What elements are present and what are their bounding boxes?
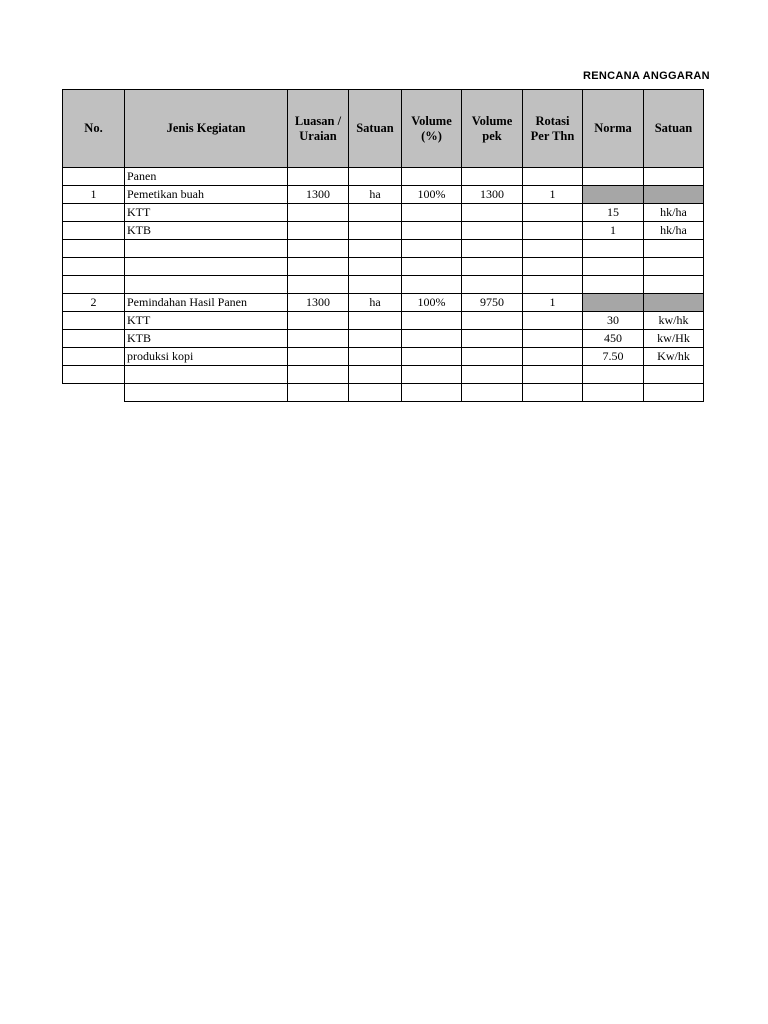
cell-norma[interactable]: 450 xyxy=(583,330,644,348)
cell-jenis[interactable] xyxy=(125,384,288,402)
header-volume-pek[interactable]: Volume pek xyxy=(462,90,523,168)
cell-norma[interactable] xyxy=(583,384,644,402)
table-row xyxy=(63,204,704,222)
table-row xyxy=(63,222,704,240)
cell-luasan[interactable] xyxy=(288,240,349,258)
cell-rotasi[interactable] xyxy=(523,384,583,402)
cell-jenis[interactable] xyxy=(125,240,288,258)
cell-satuan2[interactable] xyxy=(644,294,704,312)
cell-luasan[interactable] xyxy=(288,168,349,186)
cell-satuan[interactable] xyxy=(349,384,402,402)
cell-norma[interactable] xyxy=(583,294,644,312)
cell-satuan[interactable] xyxy=(349,240,402,258)
cell-volume[interactable] xyxy=(402,204,462,222)
cell-volume-pek[interactable] xyxy=(462,366,523,384)
header-rotasi[interactable]: Rotasi Per Thn xyxy=(523,90,583,168)
cell-satuan2[interactable] xyxy=(644,384,704,402)
cell-rotasi[interactable] xyxy=(523,348,583,366)
cell-no[interactable]: 2 xyxy=(63,294,125,312)
cell-volume-pek[interactable] xyxy=(462,348,523,366)
cell-satuan[interactable] xyxy=(349,366,402,384)
cell-norma[interactable] xyxy=(583,258,644,276)
cell-satuan2[interactable] xyxy=(644,276,704,294)
header-volume-percent[interactable]: Volume (%) xyxy=(402,90,462,168)
cell-norma[interactable]: 7.50 xyxy=(583,348,644,366)
header-satuan-norma[interactable]: Satuan xyxy=(644,90,704,168)
cell-satuan[interactable] xyxy=(349,204,402,222)
cell-volume-pek[interactable] xyxy=(462,258,523,276)
cell-rotasi[interactable] xyxy=(523,168,583,186)
cell-volume[interactable] xyxy=(402,384,462,402)
cell-no[interactable] xyxy=(63,204,125,222)
cell-no[interactable] xyxy=(63,330,125,348)
cell-volume[interactable] xyxy=(402,258,462,276)
table-row xyxy=(63,186,704,204)
cell-no[interactable] xyxy=(63,384,125,402)
cell-volume-pek[interactable] xyxy=(462,240,523,258)
cell-rotasi[interactable] xyxy=(523,312,583,330)
cell-satuan2[interactable]: kw/hk xyxy=(644,312,704,330)
cell-norma[interactable]: 1 xyxy=(583,222,644,240)
table-row xyxy=(63,294,704,312)
cell-rotasi[interactable] xyxy=(523,222,583,240)
cell-jenis[interactable]: KTB xyxy=(125,330,288,348)
header-norma[interactable]: Norma xyxy=(583,90,644,168)
cell-volume[interactable] xyxy=(402,312,462,330)
cell-rotasi[interactable]: 1 xyxy=(523,186,583,204)
cell-luasan[interactable] xyxy=(288,312,349,330)
cell-luasan[interactable]: 1300 xyxy=(288,186,349,204)
cell-jenis[interactable] xyxy=(125,366,288,384)
cell-jenis[interactable]: KTT xyxy=(125,312,288,330)
table-row xyxy=(63,348,704,366)
cell-volume[interactable] xyxy=(402,348,462,366)
cell-norma[interactable] xyxy=(583,276,644,294)
cell-satuan2[interactable] xyxy=(644,240,704,258)
cell-jenis[interactable] xyxy=(125,258,288,276)
cell-luasan[interactable] xyxy=(288,204,349,222)
cell-rotasi[interactable] xyxy=(523,366,583,384)
cell-no[interactable] xyxy=(63,312,125,330)
cell-satuan2[interactable]: hk/ha xyxy=(644,222,704,240)
cell-no[interactable] xyxy=(63,240,125,258)
cell-volume-pek[interactable] xyxy=(462,384,523,402)
header-luasan[interactable]: Luasan / Uraian xyxy=(288,90,349,168)
cell-rotasi[interactable] xyxy=(523,204,583,222)
cell-luasan[interactable] xyxy=(288,276,349,294)
cell-volume-pek[interactable] xyxy=(462,222,523,240)
cell-luasan[interactable] xyxy=(288,222,349,240)
cell-satuan[interactable] xyxy=(349,222,402,240)
cell-satuan[interactable] xyxy=(349,168,402,186)
cell-satuan2[interactable] xyxy=(644,168,704,186)
table-row xyxy=(63,366,704,384)
cell-jenis[interactable]: KTB xyxy=(125,222,288,240)
cell-norma[interactable]: 15 xyxy=(583,204,644,222)
table-row xyxy=(63,258,704,276)
cell-no[interactable]: 1 xyxy=(63,186,125,204)
cell-norma[interactable] xyxy=(583,186,644,204)
cell-satuan[interactable] xyxy=(349,330,402,348)
cell-luasan[interactable] xyxy=(288,384,349,402)
cell-volume-pek[interactable] xyxy=(462,276,523,294)
cell-no[interactable] xyxy=(63,258,125,276)
cell-volume-pek[interactable] xyxy=(462,204,523,222)
cell-luasan[interactable] xyxy=(288,258,349,276)
cell-volume-pek[interactable] xyxy=(462,312,523,330)
cell-satuan[interactable]: ha xyxy=(349,186,402,204)
cell-rotasi[interactable] xyxy=(523,276,583,294)
cell-no[interactable] xyxy=(63,348,125,366)
cell-norma[interactable] xyxy=(583,366,644,384)
cell-no[interactable] xyxy=(63,222,125,240)
cell-luasan[interactable] xyxy=(288,330,349,348)
cell-volume[interactable] xyxy=(402,240,462,258)
cell-satuan2[interactable]: hk/ha xyxy=(644,204,704,222)
cell-satuan2[interactable] xyxy=(644,366,704,384)
cell-satuan[interactable] xyxy=(349,312,402,330)
cell-volume[interactable]: 100% xyxy=(402,186,462,204)
cell-rotasi[interactable] xyxy=(523,240,583,258)
table-row xyxy=(63,276,704,294)
cell-satuan[interactable] xyxy=(349,276,402,294)
cell-norma[interactable] xyxy=(583,168,644,186)
cell-luasan[interactable]: 1300 xyxy=(288,294,349,312)
cell-volume-pek[interactable]: 1300 xyxy=(462,186,523,204)
cell-volume[interactable]: 100% xyxy=(402,294,462,312)
cell-norma[interactable]: 30 xyxy=(583,312,644,330)
table-row xyxy=(63,384,704,402)
header-jenis-kegiatan[interactable]: Jenis Kegiatan xyxy=(125,90,288,168)
table-row xyxy=(63,240,704,258)
cell-jenis[interactable] xyxy=(125,276,288,294)
cell-satuan[interactable]: ha xyxy=(349,294,402,312)
cell-luasan[interactable] xyxy=(288,366,349,384)
cell-satuan2[interactable]: kw/Hk xyxy=(644,330,704,348)
cell-no[interactable] xyxy=(63,366,125,384)
cell-no[interactable] xyxy=(63,168,125,186)
cell-no[interactable] xyxy=(63,276,125,294)
cell-volume-pek[interactable] xyxy=(462,168,523,186)
table-row xyxy=(63,168,704,186)
document-title: RENCANA ANGGARAN xyxy=(583,70,710,82)
cell-volume[interactable] xyxy=(402,168,462,186)
cell-norma[interactable] xyxy=(583,240,644,258)
budget-table xyxy=(62,89,704,402)
cell-jenis[interactable]: Panen xyxy=(125,168,288,186)
cell-rotasi[interactable]: 1 xyxy=(523,294,583,312)
cell-jenis[interactable]: Pemindahan Hasil Panen xyxy=(125,294,288,312)
cell-jenis[interactable]: produksi kopi xyxy=(125,348,288,366)
header-no[interactable]: No. xyxy=(63,90,125,168)
cell-volume[interactable] xyxy=(402,330,462,348)
header-satuan[interactable]: Satuan xyxy=(349,90,402,168)
cell-satuan[interactable] xyxy=(349,348,402,366)
header-row xyxy=(63,90,704,168)
table-row xyxy=(63,330,704,348)
cell-luasan[interactable] xyxy=(288,348,349,366)
cell-volume[interactable] xyxy=(402,222,462,240)
cell-jenis[interactable]: KTT xyxy=(125,204,288,222)
cell-rotasi[interactable] xyxy=(523,330,583,348)
cell-volume-pek[interactable] xyxy=(462,330,523,348)
cell-satuan[interactable] xyxy=(349,258,402,276)
cell-satuan2[interactable] xyxy=(644,258,704,276)
cell-volume[interactable] xyxy=(402,276,462,294)
table-row xyxy=(63,312,704,330)
cell-satuan2[interactable] xyxy=(644,186,704,204)
cell-volume[interactable] xyxy=(402,366,462,384)
cell-rotasi[interactable] xyxy=(523,258,583,276)
cell-jenis[interactable]: Pemetikan buah xyxy=(125,186,288,204)
cell-satuan2[interactable]: Kw/hk xyxy=(644,348,704,366)
cell-volume-pek[interactable]: 9750 xyxy=(462,294,523,312)
